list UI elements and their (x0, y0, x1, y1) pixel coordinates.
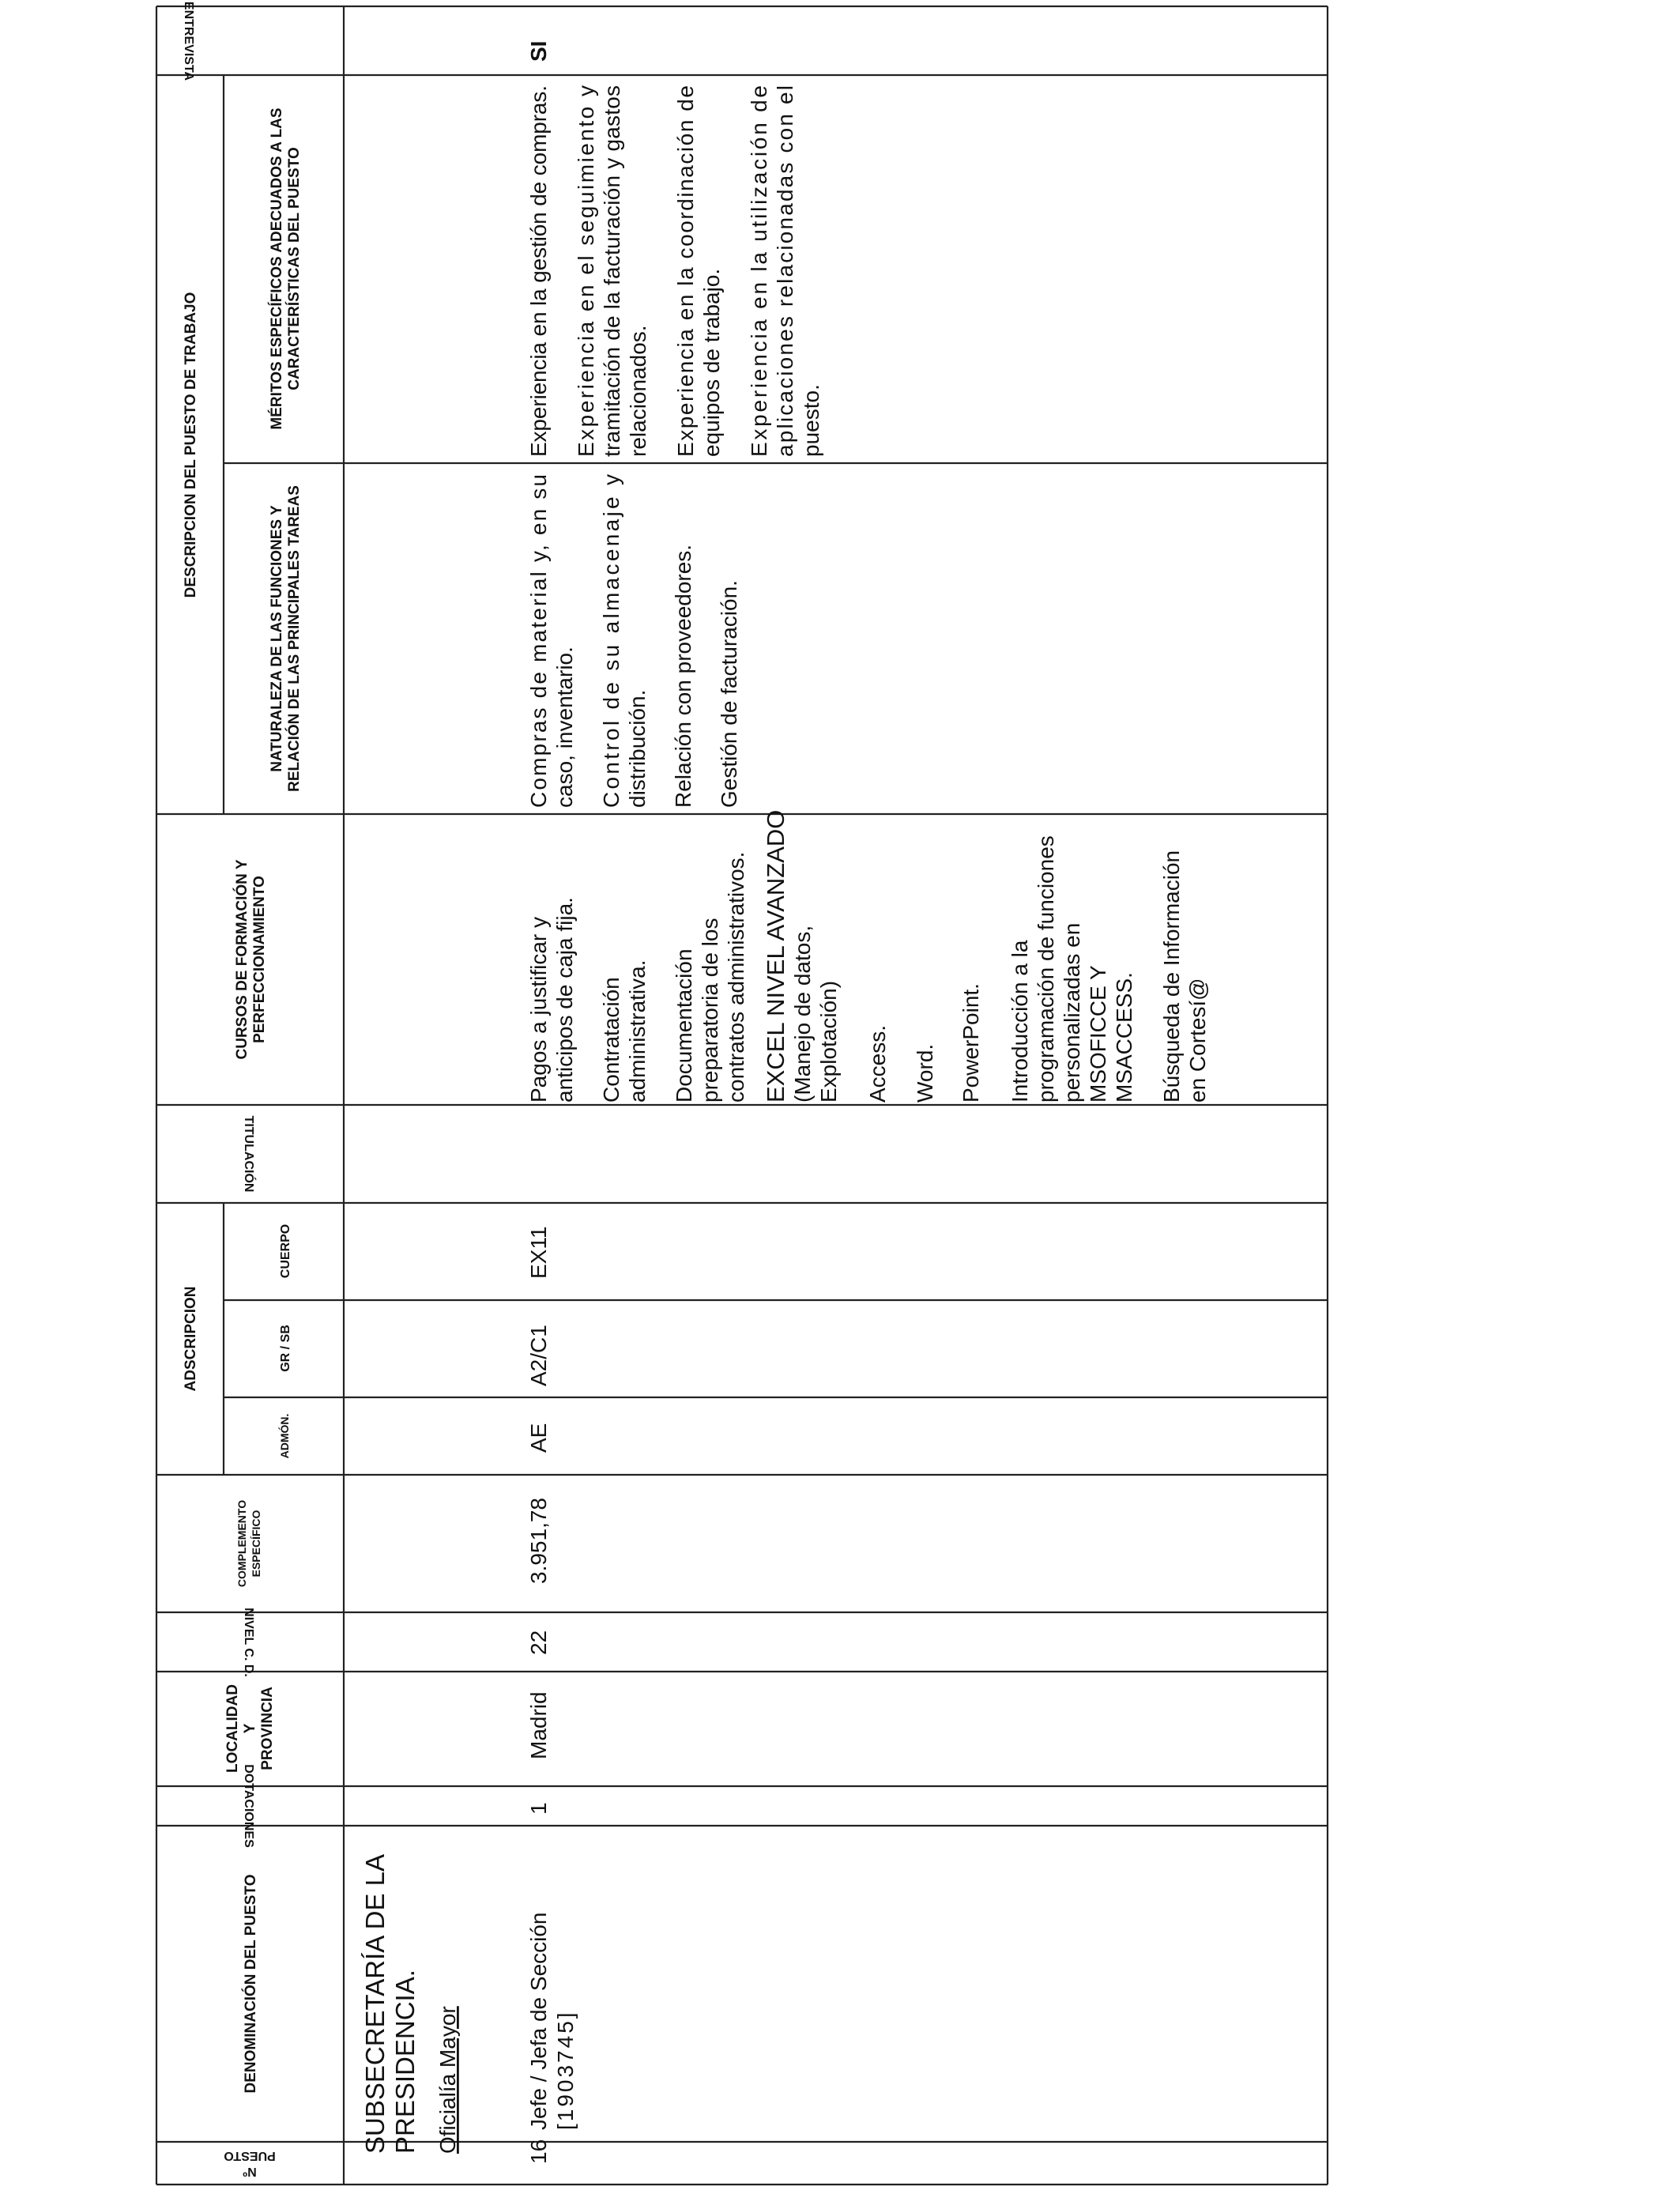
header-nivel (242, 1608, 255, 1677)
svg-text:3.951,78: 3.951,78 (526, 1498, 551, 1584)
svg-text:A2/C1: A2/C1 (526, 1325, 551, 1386)
table-headers (182, 2, 303, 2178)
cell-cuerpo (526, 1227, 551, 1279)
list-item: distribución. (625, 689, 650, 808)
list-item: Gestión de facturación. (717, 580, 741, 808)
svg-text:GR / SB: GR / SB (279, 1325, 292, 1372)
list-item: PowerPoint. (959, 983, 983, 1103)
svg-text:MÉRITOS ESPECÍFICOS ADECUADOS: MÉRITOS ESPECÍFICOS ADECUADOS A LAS (269, 107, 285, 430)
header-grsb (279, 1325, 292, 1372)
svg-text:LOCALIDAD: LOCALIDAD (224, 1684, 241, 1773)
list-item: caso, inventario. (552, 647, 577, 808)
cell-denominacion (526, 1912, 578, 2130)
list-item: Experiencia en la utilización de (747, 85, 771, 457)
svg-text:TITULACIÓN: TITULACIÓN (242, 1115, 255, 1193)
list-item: tramitación de la facturación y gastos (600, 85, 624, 457)
list-item: Control de su almacenaje y (599, 474, 623, 808)
header-descripcion (183, 292, 199, 598)
section-subtitle: Oficialía Mayor (435, 2006, 460, 2154)
svg-text:Nº: Nº (243, 2165, 257, 2178)
list-item: Introducción a la (1008, 940, 1032, 1103)
header-entrevista (182, 2, 195, 81)
svg-text:CUERPO: CUERPO (279, 1223, 292, 1279)
svg-text:PUESTO: PUESTO (224, 2149, 276, 2162)
svg-text:[1903745]: [1903745] (553, 2010, 578, 2130)
list-item: contratos administrativos. (724, 851, 748, 1103)
list-item: aplicaciones relacionadas con el (773, 85, 797, 457)
header-cursos (233, 859, 268, 1059)
header-denominacion (242, 1875, 259, 2094)
header-localidad (224, 1684, 276, 1773)
cell-num (526, 2139, 551, 2164)
svg-text:RELACIÓN DE LAS PRINCIPALES TA: RELACIÓN DE LAS PRINCIPALES TAREAS (286, 485, 303, 792)
svg-text:DOTACIONES: DOTACIONES (242, 1764, 255, 1848)
list-item: puesto. (799, 384, 823, 457)
list-item: anticipos de caja fija. (552, 897, 577, 1103)
svg-text:AE: AE (526, 1423, 551, 1453)
svg-text:CURSOS DE FORMACIÓN Y: CURSOS DE FORMACIÓN Y (234, 859, 250, 1060)
cell-cursos (526, 810, 1210, 1103)
header-meritos (268, 107, 303, 429)
svg-text:NATURALEZA DE LAS FUNCIONES Y: NATURALEZA DE LAS FUNCIONES Y (269, 505, 285, 772)
list-item: personalizadas en (1060, 922, 1084, 1103)
svg-text:PROVINCIA: PROVINCIA (259, 1687, 276, 1770)
svg-text:1: 1 (526, 1802, 551, 1815)
svg-text:SI: SI (526, 40, 551, 62)
svg-text:PERFECCIONAMIENTO: PERFECCIONAMIENTO (251, 876, 268, 1043)
cell-admon (526, 1423, 551, 1453)
svg-text:ADSCRIPCION: ADSCRIPCION (183, 1286, 199, 1392)
cell-nivel (526, 1630, 551, 1655)
svg-text:ESPECÍFICO: ESPECÍFICO (250, 1510, 262, 1578)
svg-text:DESCRIPCION DEL PUESTO DE TRAB: DESCRIPCION DEL PUESTO DE TRABAJO (183, 292, 199, 598)
list-item: Compras de material y, en su (526, 474, 551, 808)
cell-complemento (526, 1498, 551, 1584)
section-title-line-1: SUBSECRETARÍA DE LA (360, 1853, 390, 2154)
list-item: programación de funciones (1034, 835, 1058, 1103)
list-item: Relación con proveedores. (671, 544, 695, 808)
cell-naturaleza (526, 474, 741, 808)
list-item: Contratación (599, 977, 623, 1103)
list-item: Access. (865, 1024, 890, 1103)
svg-text:ENTREVISTA: ENTREVISTA (182, 1, 195, 81)
svg-text:ADMÓN.: ADMÓN. (278, 1413, 291, 1459)
list-item: preparatoria de los (698, 918, 722, 1103)
svg-text:Jefe / Jefa de Sección: Jefe / Jefa de Sección (526, 1912, 551, 2130)
list-item: MSOFICCE Y (1086, 965, 1110, 1103)
svg-text:NIVEL C. D.: NIVEL C. D. (242, 1608, 255, 1677)
list-item: relacionados. (626, 325, 650, 457)
header-dotaciones (242, 1764, 255, 1848)
list-item: Explotación) (816, 980, 841, 1103)
svg-text:Madrid: Madrid (526, 1691, 551, 1759)
header-cuerpo (279, 1224, 292, 1278)
list-item: EXCEL NIVEL AVANZADO (762, 809, 789, 1103)
list-item: administrativa. (625, 959, 650, 1103)
list-item: Documentación (672, 948, 696, 1103)
list-item: Pagos a justificar y (526, 917, 551, 1103)
list-item: Experiencia en la coordinación de (673, 85, 698, 457)
list-item: MSACCESS. (1112, 972, 1136, 1103)
cell-meritos (526, 85, 823, 457)
svg-text:CARACTERÍSTICAS DEL PUESTO: CARACTERÍSTICAS DEL PUESTO (286, 147, 303, 390)
svg-text:EX11: EX11 (526, 1226, 551, 1279)
list-item: Experiencia en el seguimiento y (574, 85, 598, 457)
cell-dotaciones (526, 1802, 551, 1815)
section-heading (360, 1854, 460, 2154)
list-item: en Cortesí@ (1185, 978, 1210, 1103)
list-item: Word. (913, 1043, 937, 1103)
header-titulacion (242, 1116, 257, 1193)
cell-grsb (526, 1325, 551, 1386)
list-item: equipos de trabajo. (699, 268, 724, 457)
header-naturaleza (269, 485, 303, 792)
svg-text:COMPLEMENTO: COMPLEMENTO (235, 1499, 248, 1588)
list-item: Búsqueda de Información (1159, 850, 1184, 1103)
header-num-puesto (224, 2149, 276, 2178)
header-complemento (235, 1500, 262, 1587)
list-item: (Manejo de datos, (790, 925, 815, 1103)
header-adscripcion (183, 1286, 199, 1391)
svg-text:16: 16 (526, 2139, 551, 2164)
table-row (526, 41, 1210, 2164)
cell-entrevista (526, 41, 551, 62)
cell-localidad (526, 1691, 551, 1759)
header-admon (277, 1414, 291, 1459)
svg-text:Y: Y (242, 1723, 258, 1734)
svg-text:22: 22 (526, 1630, 551, 1655)
svg-text:DENOMINACIÓN DEL PUESTO: DENOMINACIÓN DEL PUESTO (243, 1874, 259, 2094)
section-title-line-2: PRESIDENCIA. (390, 1970, 420, 2154)
list-item: Experiencia en la gestión de compras. (526, 85, 551, 457)
